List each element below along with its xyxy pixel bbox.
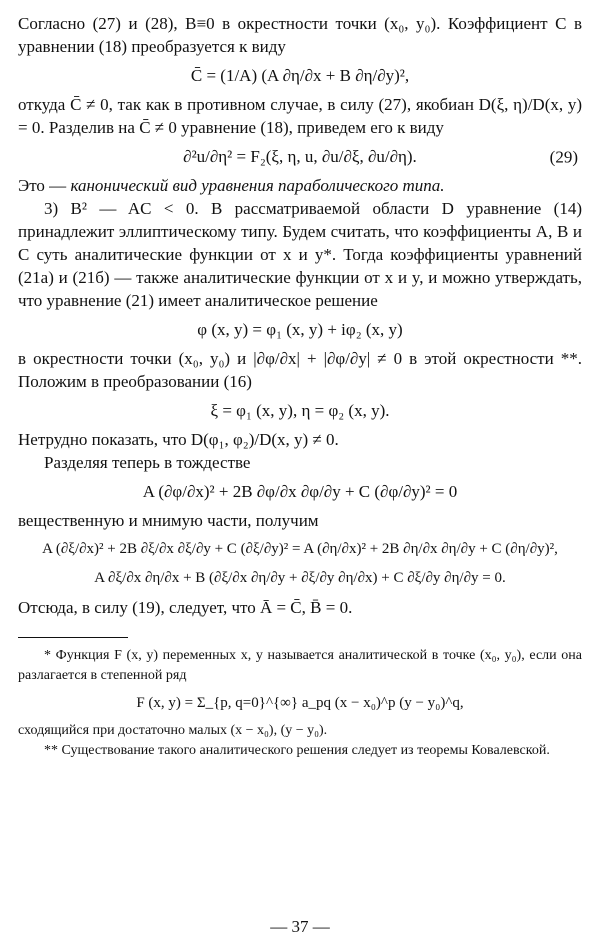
- equation-29: [18, 145, 582, 168]
- paragraph-6: [18, 428, 582, 451]
- footnote-divider: [18, 637, 128, 638]
- equation-identity: [18, 480, 582, 503]
- paragraph-8: [18, 509, 582, 532]
- equation-29-number: (29): [549, 147, 578, 166]
- equation-system-1: [18, 538, 582, 561]
- p3-italic: канонический вид уравнения параболического типа.: [70, 176, 445, 195]
- paragraph-9: [18, 596, 582, 619]
- paragraph-2: [18, 93, 582, 139]
- p9-text: Отсюда, в силу (19), следует, что Ā = C̄, B̄ = 0.: [18, 598, 353, 617]
- equation-phi-text: φ (x, y) = φ₁ (x, y) + iφ₂ (x, y): [197, 320, 403, 339]
- footnote-2: [18, 741, 582, 761]
- equation-xi-eta-text: ξ = φ₁ (x, y), η = φ₂ (x, y).: [210, 401, 390, 420]
- p6-text: Нетрудно показать, что D(φ₁, φ₂)/D(x, y) ≠ 0.: [18, 430, 339, 449]
- paragraph-4: [18, 197, 582, 312]
- p8-text: вещественную и мнимую части, получим: [18, 511, 319, 530]
- equation-cbar: [18, 64, 582, 87]
- equation-system-2: [18, 567, 582, 590]
- p4-text: 3) B² — AC < 0. В рассматриваемой области D уравнение (14) принадлежит эллиптическому типу. Будем считать, что коэффициенты A, B и C суть аналитические функции от x и y*. Тогда коэффициенты уравнений (21а) и (21б) — также аналитические функции от x и y, и можно утверждать, что уравнение (21) имеет аналитическое решение: [18, 199, 582, 310]
- paragraph-5: [18, 347, 582, 393]
- paragraph-7: [18, 451, 582, 474]
- p7-text: Разделяя теперь в тождестве: [44, 453, 251, 472]
- p1-text: Согласно (27) и (28), B≡0 в окрестности точки (x₀, y₀). Коэффициент C в уравнении (18) преобразуется к виду: [18, 14, 582, 56]
- footnote-equation: [18, 692, 582, 715]
- equation-system-2-text: A ∂ξ/∂x ∂η/∂x + B (∂ξ/∂x ∂η/∂y + ∂ξ/∂y ∂η/∂x) + C ∂ξ/∂y ∂η/∂y = 0.: [94, 570, 506, 586]
- footnote-1: [18, 646, 582, 686]
- p2-text: откуда C̄ ≠ 0, так как в противном случае, в силу (27), якобиан D(ξ, η)/D(x, y) = 0. Разделив на C̄ ≠ 0 уравнение (18), приведем его к виду: [18, 95, 582, 137]
- p3-lead: Это —: [18, 176, 67, 195]
- footnote-1-text: * Функция F (x, y) переменных x, y называется аналитической в точке (x₀, y₀), если она разлагается в степенной ряд: [18, 648, 582, 683]
- equation-identity-text: A (∂φ/∂x)² + 2B ∂φ/∂x ∂φ/∂y + C (∂φ/∂y)² = 0: [142, 482, 458, 501]
- equation-system-1-text: A (∂ξ/∂x)² + 2B ∂ξ/∂x ∂ξ/∂y + C (∂ξ/∂y)² = A (∂η/∂x)² + 2B ∂η/∂x ∂η/∂y + C (∂η/∂y)²,: [42, 541, 558, 557]
- p5-text: в окрестности точки (x₀, y₀) и |∂φ/∂x| + |∂φ/∂y| ≠ 0 в этой окрестности **. Положим в преобразовании (16): [18, 349, 582, 391]
- page-number: — 37 —: [270, 917, 330, 936]
- equation-xi-eta: [18, 399, 582, 422]
- footnote-1-end-text: сходящийся при достаточно малых (x − x₀), (y − y₀).: [18, 723, 328, 738]
- paragraph-1: [18, 12, 582, 58]
- paragraph-3: [18, 174, 582, 197]
- equation-phi: [18, 318, 582, 341]
- equation-29-text: ∂²u/∂η² = F₂(ξ, η, u, ∂u/∂ξ, ∂u/∂η).: [183, 147, 417, 166]
- footnote-1-end: [18, 721, 582, 741]
- equation-cbar-text: C̄ = (1/A) (A ∂η/∂x + B ∂η/∂y)²,: [190, 66, 410, 85]
- footnote-equation-text: F (x, y) = Σ_{p, q=0}^{∞} a_pq (x − x₀)^p (y − y₀)^q,: [136, 695, 464, 711]
- footnote-2-text: ** Существование такого аналитического решения следует из теоремы Ковалевской.: [44, 743, 550, 758]
